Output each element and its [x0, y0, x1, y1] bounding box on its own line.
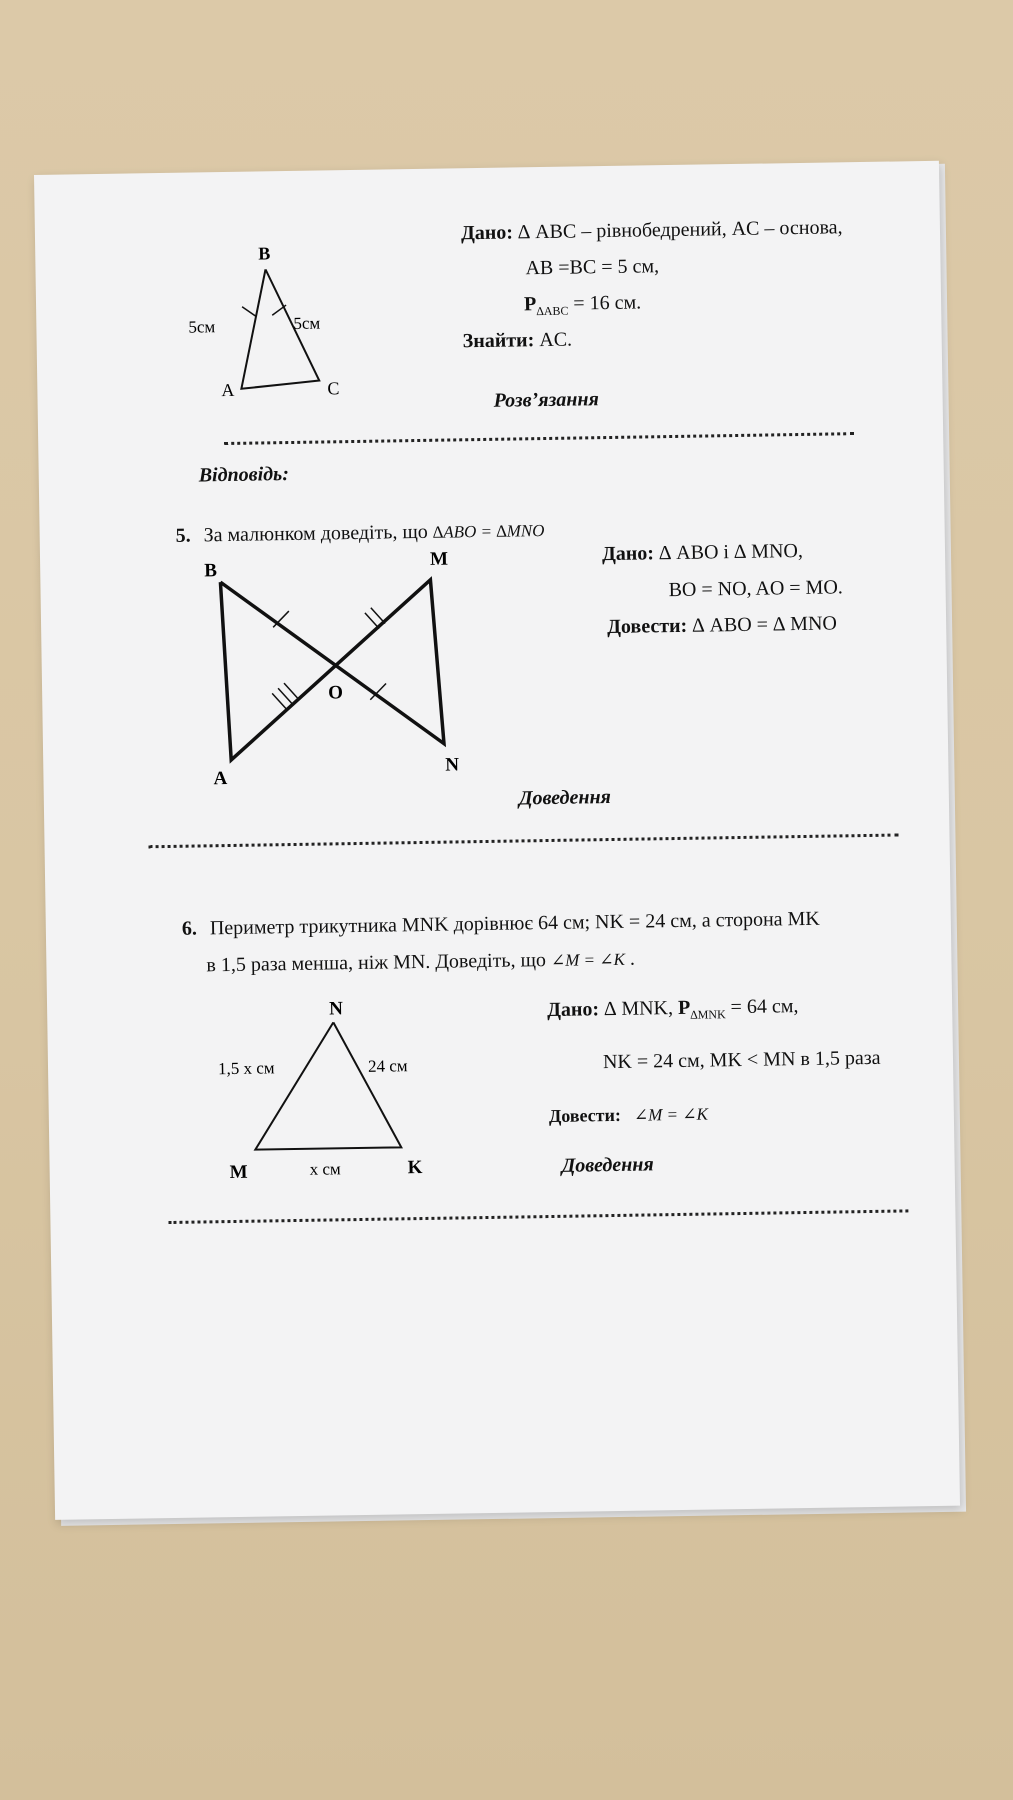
- task4-find: Знайти: AC.: [462, 328, 573, 353]
- task5-dotted-line: [149, 834, 899, 849]
- task4-given-line1: Дано: ∆ ABC – рівнобедрений, AC – основа,: [460, 216, 843, 245]
- task5-proof-heading: Доведення: [518, 786, 612, 810]
- task5-statement: 5. За малюнком доведіть, що ∆ABO = ∆MNO: [175, 520, 545, 547]
- label-ab: 5см: [188, 317, 216, 337]
- task5-number: 5.: [175, 524, 191, 547]
- label-M: M: [429, 548, 449, 570]
- label-B: B: [258, 243, 271, 264]
- task4-given-line3: $P_{\Delta ABC} = 16$ см.: [523, 291, 642, 319]
- triangle-mnk-figure: [217, 994, 460, 1188]
- label-O: O: [328, 682, 344, 704]
- label-M: M: [229, 1161, 248, 1184]
- label-B: B: [204, 560, 218, 582]
- task5-formula: ∆ABO = ∆MNO: [432, 521, 545, 542]
- task6-given-line1: Дано: ∆ MNK, $P_{\Delta MNK} = 64$ см,: [547, 995, 799, 1022]
- task6-prove: Довести: ∠M = ∠K: [548, 1104, 709, 1127]
- task6-proof-heading: Доведення: [561, 1153, 654, 1177]
- task6-line2: в 1,5 раза менша, ніж MN. Доведіть, що ∠M = ∠K .: [206, 947, 636, 977]
- task5-prove: Довести: ∆ ABO = ∆ MNO: [606, 612, 838, 639]
- given-label: Дано:: [601, 542, 655, 566]
- label-bc: 5см: [293, 313, 321, 333]
- task4-given-line2: AB =BC = 5 см,: [525, 255, 660, 280]
- find-label: Знайти:: [462, 329, 535, 353]
- task4-dotted-line: [224, 432, 854, 445]
- task6-line1: 6. Периметр трикутника MNK дорівнює 64 см; NK = 24 см, а сторона MK: [181, 907, 820, 940]
- label-K: K: [407, 1157, 423, 1179]
- task4-solution-heading: Розв’язання: [493, 388, 600, 412]
- triangle-abc-figure: [185, 230, 347, 401]
- label-nk: 24 см: [367, 1056, 408, 1076]
- task6-dotted-line: [168, 1209, 908, 1224]
- task6-given-line2: NK = 24 см, MK < MN в 1,5 раза: [602, 1046, 881, 1074]
- worksheet-page: [34, 161, 960, 1520]
- label-A: A: [213, 768, 228, 790]
- given-label: Дано:: [547, 998, 600, 1022]
- label-N: N: [445, 754, 460, 776]
- label-C: C: [327, 378, 340, 399]
- task4-answer-label: Відповідь:: [198, 463, 290, 487]
- given-label: Дано:: [460, 221, 514, 245]
- bowtie-figure: [190, 548, 464, 792]
- label-A: A: [221, 379, 235, 401]
- task5-given-line2: BO = NO, AO = MO.: [668, 576, 843, 602]
- label-mn: 1,5 x см: [217, 1058, 275, 1079]
- prove-label: Довести:: [548, 1104, 622, 1127]
- prove-label: Довести:: [606, 614, 688, 639]
- task5-given-line1: Дано: ∆ ABO і ∆ MNO,: [601, 539, 804, 566]
- task6-formula: ∠M = ∠K: [550, 949, 626, 970]
- task6-number: 6.: [181, 917, 198, 940]
- label-N: N: [328, 998, 344, 1020]
- label-mk: x см: [309, 1159, 341, 1179]
